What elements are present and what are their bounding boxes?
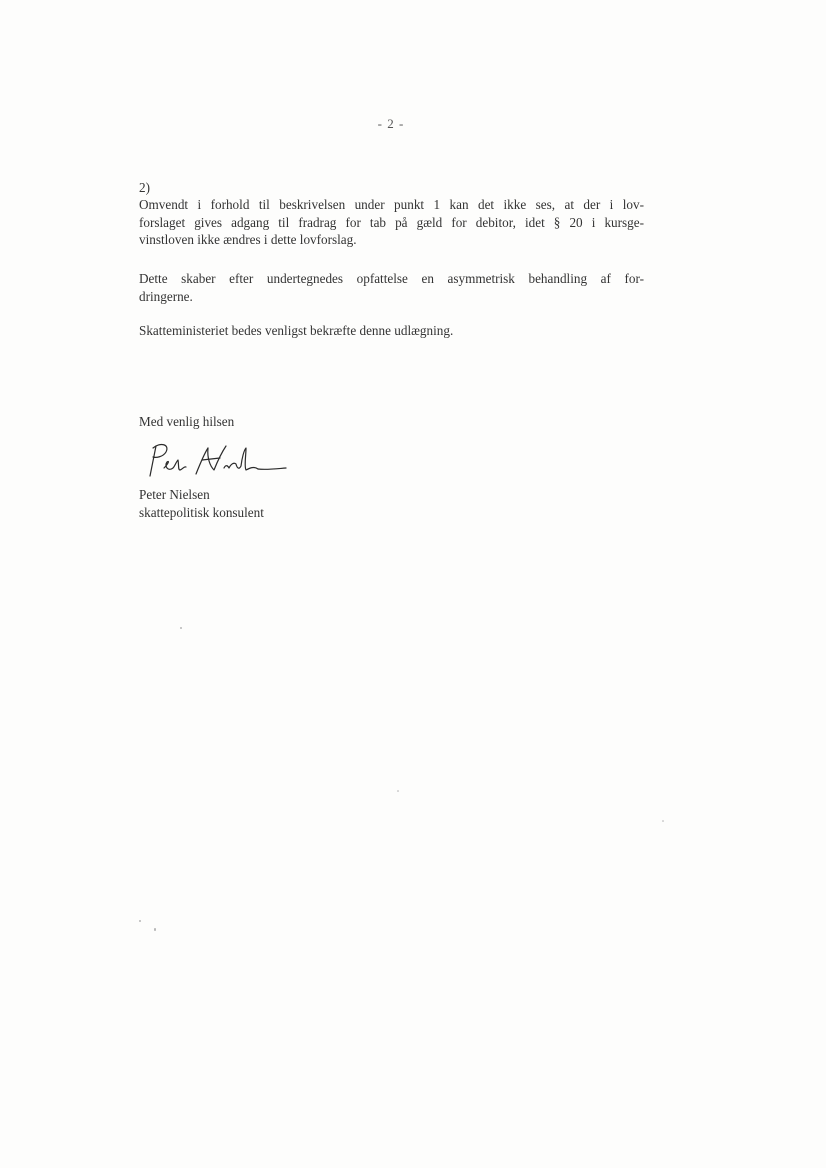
closing-phrase: Med venlig hilsen [139, 414, 235, 429]
paragraph-2 [139, 270, 644, 305]
paragraph-2-line-1: Dette skaber efter undertegnedes opfattelse en asymmetrisk behandling af for- [139, 271, 644, 286]
scan-speck [180, 627, 182, 629]
handwritten-signature [140, 436, 290, 482]
scan-speck [397, 790, 399, 792]
paragraph-1-line-3: vinstloven ikke ændres i dette lovforslag. [139, 232, 357, 247]
paragraph-3: Skatteministeriet bedes venligst bekræfte denne udlægning. [139, 323, 454, 338]
scan-speck [139, 920, 141, 922]
paragraph-2-line-2: dringerne. [139, 288, 193, 304]
paragraph-1-line-1: Omvendt i forhold til beskrivelsen under punkt 1 kan det ikke ses, at der i lov- [139, 197, 644, 212]
scan-speck [154, 928, 156, 931]
signer-title: skattepolitisk konsulent [139, 505, 264, 520]
paragraph-1 [139, 196, 644, 249]
paragraph-1-line-2: forslaget gives adgang til fradrag for tab på gæld for debitor, idet § 20 i kursge- [139, 214, 644, 230]
page-number: - 2 - [377, 116, 405, 131]
point-number: 2) [139, 180, 150, 195]
signer-name: Peter Nielsen [139, 487, 210, 502]
scan-speck [662, 820, 664, 822]
